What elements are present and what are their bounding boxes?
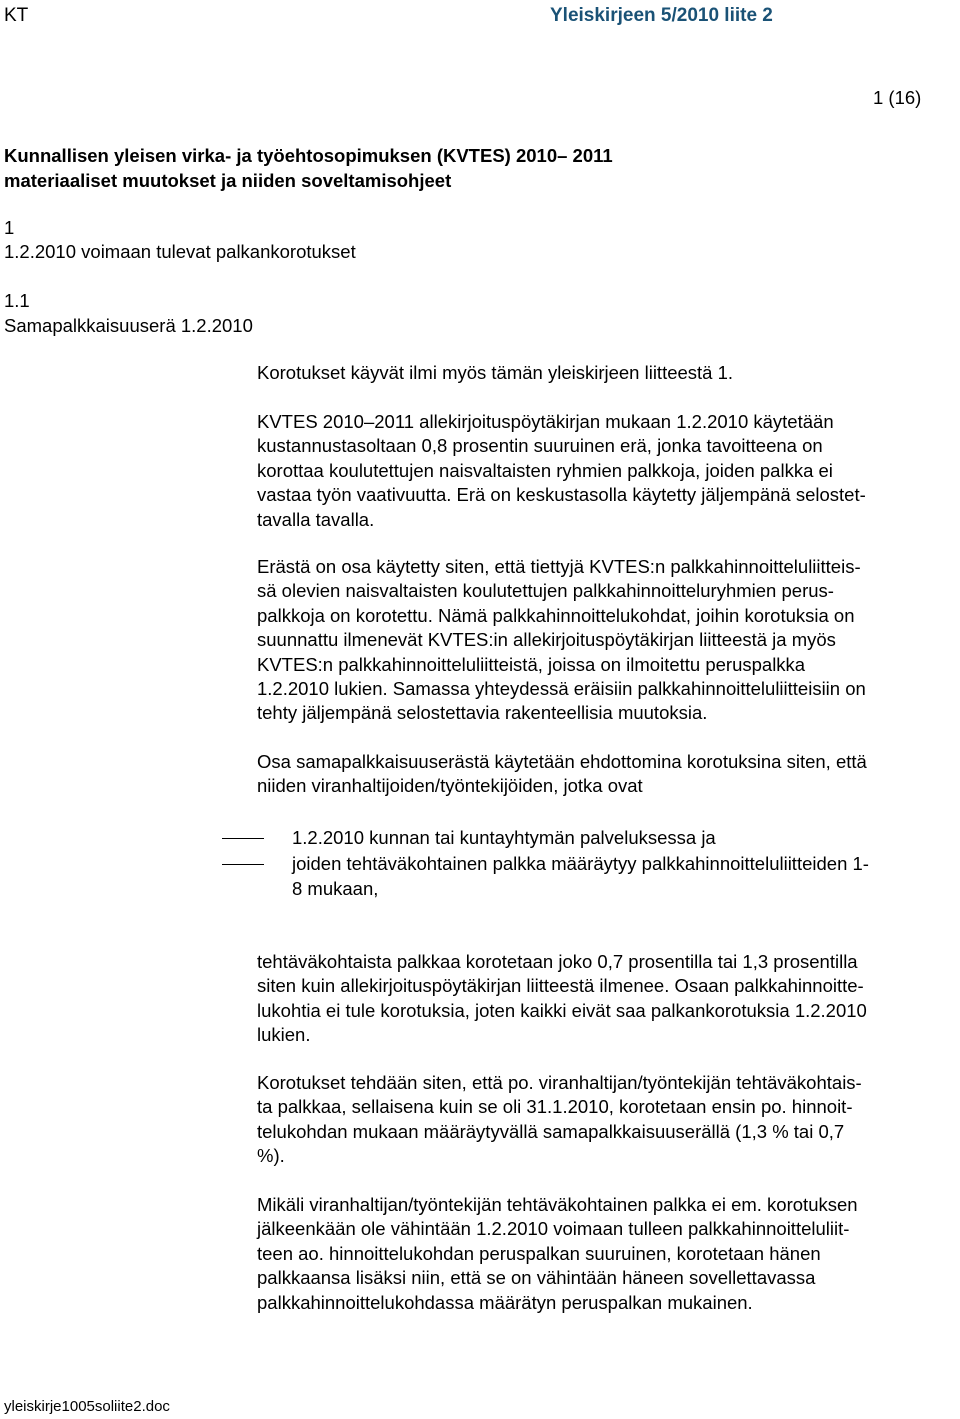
paragraph-line: teen ao. hinnoittelukohdan peruspalkan suuruinen, korotetaan hänen xyxy=(257,1242,821,1264)
paragraph-3 xyxy=(257,555,957,726)
paragraph-line: tehtäväkohtaista palkkaa korotetaan joko 0,7 prosentilla tai 1,3 prosentilla xyxy=(257,951,858,972)
paragraph-line: tavalla tavalla. xyxy=(257,508,375,530)
paragraph-line: lukien. xyxy=(257,1024,311,1046)
paragraph-line: Erästä on osa käytetty siten, että tiettyjä KVTES:n palkkahinnoitteluliitteis- xyxy=(257,556,861,577)
dash-bullet-icon xyxy=(222,838,264,839)
paragraph-line: Korotukset tehdään siten, että po. viranhaltijan/työntekijän tehtäväkohtais- xyxy=(257,1072,862,1093)
paragraph-line: lukohtia ei tule korotuksia, joten kaikki eivät saa palkankorotuksia 1.2.2010 xyxy=(257,999,867,1021)
section-1-number: 1 xyxy=(4,217,15,238)
paragraph-line: telukohdan mukaan määräytyvällä samapalkkaisuuserällä (1,3 % tai 0,7 xyxy=(257,1120,845,1142)
header-title: Yleiskirjeen 5/2010 liite 2 xyxy=(550,5,773,26)
page-number: 1 (16) xyxy=(873,87,922,108)
paragraph-line: palkkaansa lisäksi niin, että se on vähintään häneen sovellettavassa xyxy=(257,1267,816,1289)
paragraph-line: sä olevien naisvaltaisten koulutettujen palkkahinnoitteluryhmien perus- xyxy=(257,580,834,602)
paragraph-line: KVTES:n palkkahinnoitteluliitteistä, joissa on ilmoitettu peruspalkka xyxy=(257,653,806,675)
paragraph-line: siten kuin allekirjoituspöytäkirjan liitteestä ilmenee. Osaan palkkahinnoitte- xyxy=(257,975,864,997)
paragraph-line: palkkahinnoittelukohdassa määrätyn peruspalkan mukainen. xyxy=(257,1291,753,1313)
paragraph-line: %). xyxy=(257,1145,285,1167)
header-left-code: KT xyxy=(4,5,29,26)
paragraph-line: korottaa koulutettujen naisvaltaisten ryhmien palkkoja, joiden palkka ei xyxy=(257,459,833,481)
paragraph-line: Osa samapalkkaisuuserästä käytetään ehdottomina korotuksina siten, että xyxy=(257,751,867,772)
paragraph-line: vastaa työn vaativuutta. Erä on keskustasolla käytetty jäljempänä selostet- xyxy=(257,484,866,506)
paragraph-5 xyxy=(257,950,957,1048)
paragraph-line: palkkoja on korotettu. Nämä palkkahinnoittelukohdat, joihin korotuksia on xyxy=(257,604,855,626)
paragraph-line: Mikäli viranhaltijan/työntekijän tehtäväkohtainen palkka ei em. korotuksen xyxy=(257,1194,858,1215)
paragraph-line: niiden viranhaltijoiden/työntekijöiden, jotka ovat xyxy=(257,775,643,797)
dash-bullet-icon xyxy=(222,864,264,865)
document-title-line: materiaaliset muutokset ja niiden soveltamisohjeet xyxy=(4,169,452,191)
paragraph-line: kustannustasoltaan 0,8 prosentin suuruinen erä, jonka tavoitteena on xyxy=(257,435,823,457)
paragraph-line: 1.2.2010 lukien. Samassa yhteydessä eräisiin palkkahinnoitteluliitteisiin on xyxy=(257,678,866,700)
list-item-line: 1.2.2010 kunnan tai kuntayhtymän palveluksessa ja xyxy=(292,827,716,848)
document-title-line: Kunnallisen yleisen virka- ja työehtosopimuksen (KVTES) 2010– 2011 xyxy=(4,145,613,166)
list-item-line: 8 mukaan, xyxy=(292,877,379,899)
section-1-title: 1.2.2010 voimaan tulevat palkankorotukset xyxy=(4,241,356,262)
paragraph-line: suunnattu ilmenevät KVTES:in allekirjoituspöytäkirjan liitteestä ja myös xyxy=(257,629,836,651)
paragraph-line: tehty jäljempänä selostettavia rakenteellisia muutoksia. xyxy=(257,702,708,724)
paragraph-4 xyxy=(257,750,957,799)
section-1-1-number: 1.1 xyxy=(4,290,30,311)
condition-list xyxy=(0,826,960,903)
list-item-line: joiden tehtäväkohtainen palkka määräytyy palkkahinnoitteluliitteiden 1- xyxy=(292,853,869,875)
paragraph-7 xyxy=(257,1193,957,1315)
footer-filename: yleiskirje1005soliite2.doc xyxy=(4,1398,170,1415)
list-item xyxy=(0,852,960,901)
document-title xyxy=(4,144,613,193)
list-item xyxy=(0,826,960,850)
paragraph-line: Korotukset käyvät ilmi myös tämän yleiskirjeen liitteestä 1. xyxy=(257,362,734,383)
paragraph-2 xyxy=(257,410,957,532)
paragraph-line: jälkeenkään ole vähintään 1.2.2010 voimaan tulleen palkkahinnoitteluliit- xyxy=(257,1218,850,1240)
section-1-1-title: Samapalkkaisuuserä 1.2.2010 xyxy=(4,315,253,336)
paragraph-line: ta palkkaa, sellaisena kuin se oli 31.1.2010, korotetaan ensin po. hinnoit- xyxy=(257,1096,853,1118)
paragraph-6 xyxy=(257,1071,957,1169)
paragraph-line: KVTES 2010–2011 allekirjoituspöytäkirjan mukaan 1.2.2010 käytetään xyxy=(257,411,834,432)
paragraph-1 xyxy=(257,361,957,385)
